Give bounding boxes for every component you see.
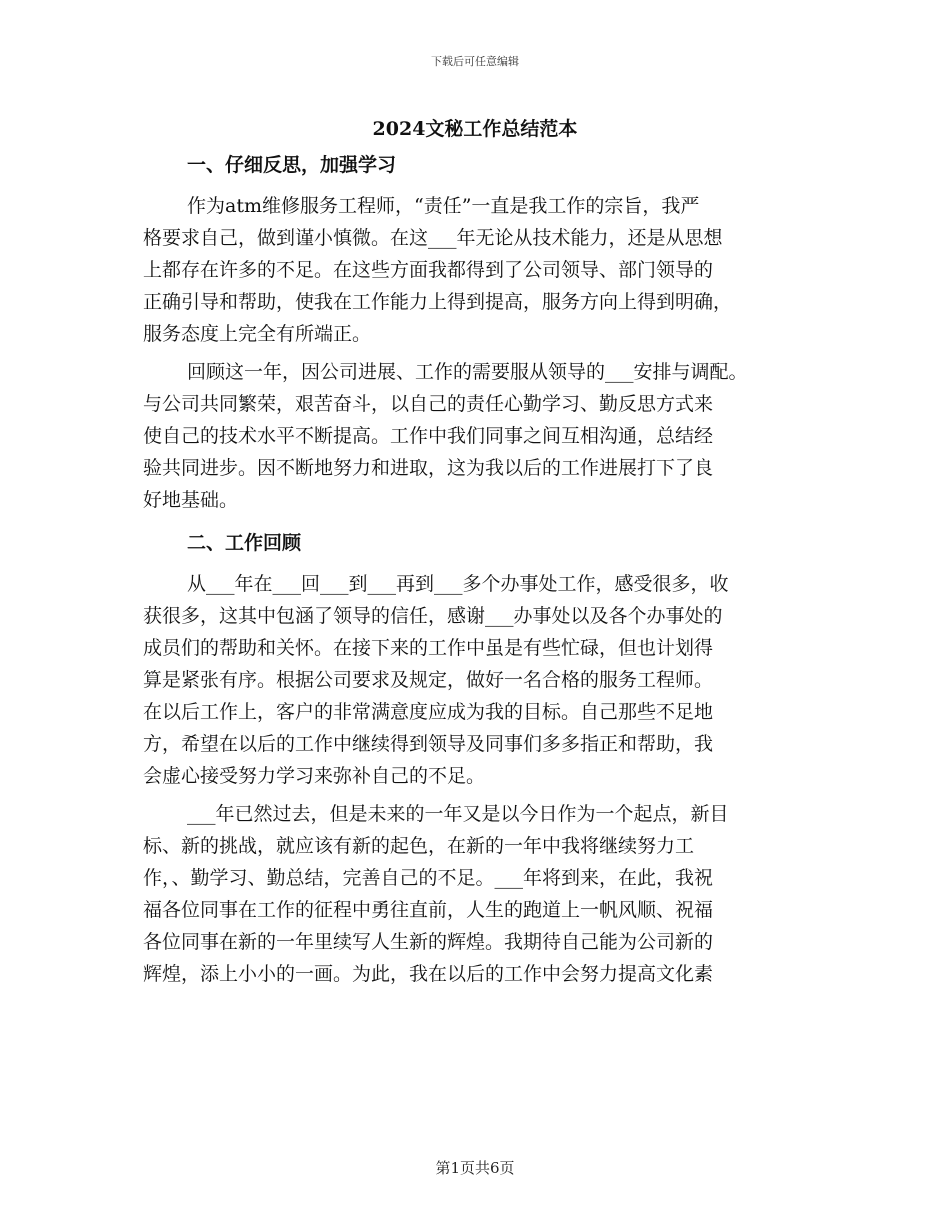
text-line: 与公司共同繁荣，艰苦奋斗，以自己的责任心勤学习、勤反思方式来: [143, 393, 714, 415]
text-line: 使自己的技术水平不断提高。工作中我们同事之间互相沟通，总结经: [143, 425, 714, 447]
paragraph-2-1: [143, 568, 813, 792]
page-number-footer: 第1页共6页: [435, 1159, 515, 1177]
text-line: 正确引导和帮助，使我在工作能力上得到提高，服务方向上得到明确，: [143, 291, 733, 313]
text-line: 从___年在___回___到___再到___多个办事处工作，感受很多，收: [187, 573, 729, 595]
paragraph-2-2: [143, 798, 813, 990]
text-line: 标、新的挑战，就应该有新的起色，在新的一年中我将继续努力工: [143, 835, 695, 857]
text-line: 好地基础。: [143, 489, 239, 511]
text-line: 格要求自己，做到谨小慎微。在这___年无论从技术能力，还是从思想: [143, 227, 723, 249]
text-line: 各位同事在新的一年里续写人生新的辉煌。我期待自己能为公司新的: [143, 931, 714, 953]
text-line: 上都存在许多的不足。在这些方面我都得到了公司领导、部门领导的: [143, 259, 714, 281]
text-line: ___年已然过去，但是未来的一年又是以今日作为一个起点，新目: [187, 803, 729, 825]
text-line: 福各位同事在工作的征程中勇往直前，人生的跑道上一帆风顺、祝福: [143, 899, 714, 921]
text-line: 获很多，这其中包涵了领导的信任，感谢___办事处以及各个办事处的: [143, 605, 723, 627]
text-line: 会虚心接受努力学习来弥补自己的不足。: [143, 765, 486, 787]
text-line: 辉煌，添上小小的一画。为此，我在以后的工作中会努力提高文化素: [143, 963, 714, 985]
paragraph-1-2: [143, 356, 813, 516]
document-body: [143, 150, 813, 996]
text-line: 方，希望在以后的工作中继续得到领导及同事们多多指正和帮助，我: [143, 733, 714, 755]
section-heading-2: 二、工作回顾: [187, 532, 302, 554]
text-line: 作，、勤学习、勤总结，完善自己的不足。___年将到来，在此，我祝: [143, 867, 714, 889]
text-line: 成员们的帮助和关怀。在接下来的工作中虽是有些忙碌，但也计划得: [143, 637, 714, 659]
text-line: 验共同进步。因不断地努力和进取，这为我以后的工作进展打下了良: [143, 457, 714, 479]
document-title: 2024文秘工作总结范本: [372, 118, 578, 140]
text-line: 在以后工作上，客户的非常满意度应成为我的目标。自己那些不足地: [143, 701, 714, 723]
text-line: 作为atm维修服务工程师，“责任”一直是我工作的宗旨，我严: [187, 195, 700, 217]
text-line: 服务态度上完全有所端正。: [143, 323, 372, 345]
text-line: 算是紧张有序。根据公司要求及规定，做好一名合格的服务工程师。: [143, 669, 714, 691]
text-line: 回顾这一年，因公司进展、工作的需要服从领导的___安排与调配。: [187, 361, 748, 383]
page-header: 下载后可任意编辑: [431, 55, 519, 68]
paragraph-1-1: [143, 190, 813, 350]
section-heading-1: 一、仔细反思，加强学习: [187, 154, 397, 176]
